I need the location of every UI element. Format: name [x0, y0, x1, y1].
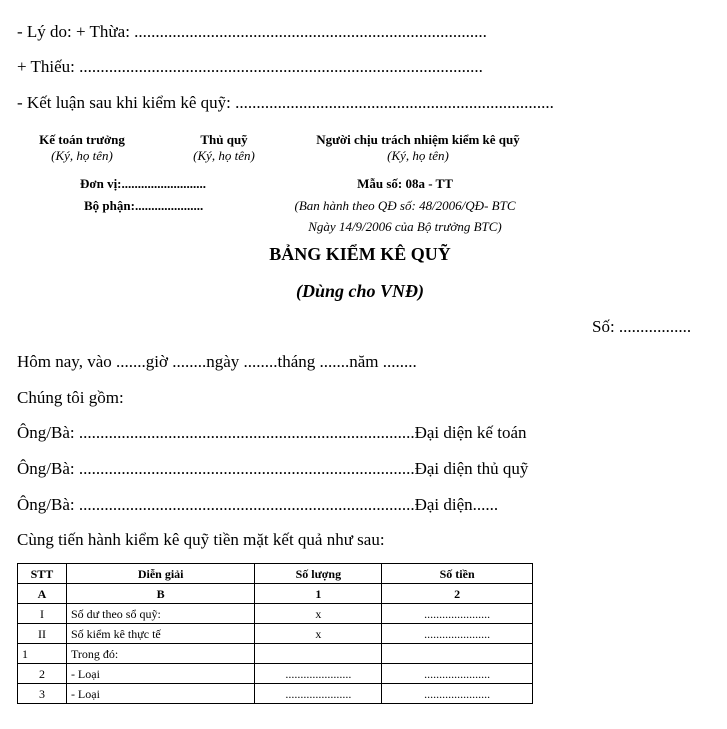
- responsible-person-sign: (Ký, họ tên): [387, 148, 449, 163]
- reason-shortage-line: + Thiếu: ...............................................................................................: [17, 57, 483, 76]
- cell-stt: I: [18, 604, 67, 624]
- cell-description: Số dư theo sổ quỹ:: [66, 604, 254, 624]
- chief-accountant-title: Kế toán trưởng: [39, 132, 125, 147]
- header-quantity: Số lượng: [255, 564, 382, 584]
- page-title: BẢNG KIỂM KÊ QUỸ: [269, 244, 451, 264]
- conclusion-line: - Kết luận sau khi kiểm kê quỹ: ...........................................................................: [17, 93, 554, 112]
- subheader-a: A: [18, 584, 67, 604]
- subheader-1: 1: [255, 584, 382, 604]
- member-line-other: Ông/Bà: ...............................................................................Đại diện......: [17, 495, 499, 514]
- table-subheader-row: [18, 584, 533, 604]
- cell-description: Trong đó:: [66, 644, 254, 664]
- table-header-row: [18, 564, 533, 584]
- header-description: Diễn giải: [66, 564, 254, 584]
- table-row: [18, 624, 533, 644]
- cell-quantity: x: [255, 604, 382, 624]
- cell-quantity: [255, 644, 382, 664]
- unit-field: Đơn vị:..........................: [80, 176, 207, 191]
- cashier-sign: (Ký, họ tên): [193, 148, 255, 163]
- issued-date: Ngày 14/9/2006 của Bộ trưởng BTC): [308, 219, 502, 234]
- member-line-accounting: Ông/Bà: ...............................................................................Đại diện kế toán: [17, 423, 527, 442]
- date-line: Hôm nay, vào .......giờ ........ngày ........tháng .......năm ........: [17, 352, 417, 371]
- cell-quantity: x: [255, 624, 382, 644]
- cash-count-table: [17, 563, 533, 704]
- table-row: [18, 604, 533, 624]
- table-row: [18, 664, 533, 684]
- cell-amount: ......................: [382, 664, 533, 684]
- table-row: [18, 644, 533, 664]
- department-field: Bộ phận:.....................: [84, 198, 204, 213]
- header-amount: Số tiền: [382, 564, 533, 584]
- cell-amount: ......................: [382, 624, 533, 644]
- cell-amount: [382, 644, 533, 664]
- member-line-cashier: Ông/Bà: ...............................................................................Đại diện thủ quỹ: [17, 459, 529, 478]
- cell-stt: 1: [18, 644, 67, 664]
- cell-stt: 2: [18, 664, 67, 684]
- procedure-line: Cùng tiến hành kiểm kê quỹ tiền mặt kết quả như sau:: [17, 530, 385, 549]
- cell-description: - Loại: [66, 664, 254, 684]
- header-stt: STT: [18, 564, 67, 584]
- subheader-2: 2: [382, 584, 533, 604]
- cell-stt: II: [18, 624, 67, 644]
- cell-quantity: ......................: [255, 664, 382, 684]
- responsible-person-title: Người chịu trách nhiệm kiểm kê quỹ: [316, 132, 520, 147]
- table-row: [18, 684, 533, 704]
- subheader-b: B: [66, 584, 254, 604]
- cell-description: Số kiểm kê thực tế: [66, 624, 254, 644]
- issued-by: (Ban hành theo QĐ số: 48/2006/QĐ- BTC: [294, 198, 516, 213]
- chief-accountant-sign: (Ký, họ tên): [51, 148, 113, 163]
- form-number: Mẫu số: 08a - TT: [357, 176, 453, 191]
- cell-amount: ......................: [382, 684, 533, 704]
- reason-surplus-line: - Lý do: + Thừa: ...................................................................................: [17, 22, 487, 41]
- cell-stt: 3: [18, 684, 67, 704]
- cell-description: - Loại: [66, 684, 254, 704]
- document-number: Số: .................: [592, 317, 692, 336]
- cashier-title: Thủ quỹ: [200, 132, 248, 147]
- cell-amount: ......................: [382, 604, 533, 624]
- cell-quantity: ......................: [255, 684, 382, 704]
- page-subtitle: (Dùng cho VNĐ): [295, 281, 424, 301]
- members-heading: Chúng tôi gồm:: [17, 388, 124, 407]
